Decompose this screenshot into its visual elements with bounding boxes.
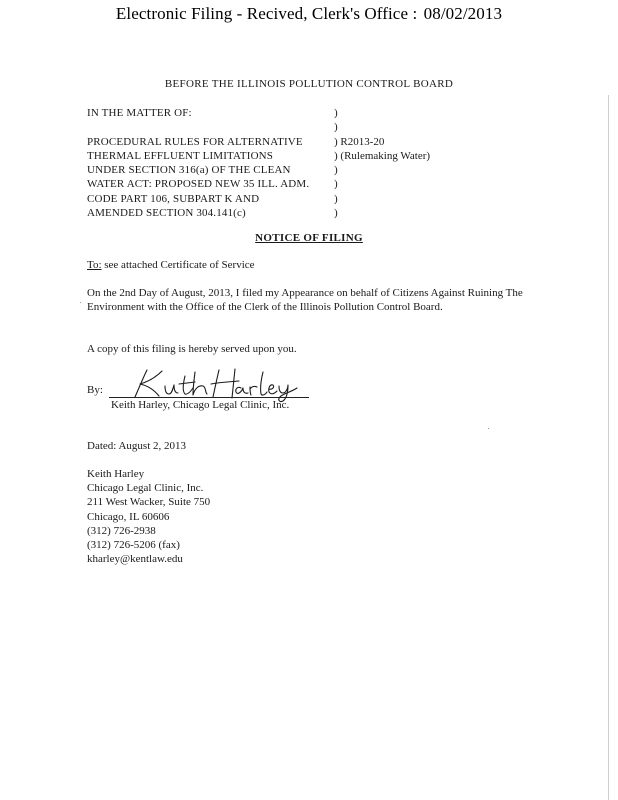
caption-row xyxy=(87,163,430,177)
to-line xyxy=(87,258,255,272)
to-text: see attached Certificate of Service xyxy=(101,259,255,271)
dated-line: Dated: August 2, 2013 xyxy=(87,440,186,452)
contact-organization: Chicago Legal Clinic, Inc. xyxy=(87,482,204,495)
filing-paragraph: On the 2nd Day of August, 2013, I filed my Appearance on behalf of Citizens Against Ruining The Environment with the Office of the Clerk of the Illinois Pollution Control Board. xyxy=(87,287,523,314)
caption-left xyxy=(87,120,330,134)
service-line: A copy of this filing is hereby served upon you. xyxy=(87,343,297,355)
caption-right: ) xyxy=(334,164,338,177)
caption-row xyxy=(87,206,430,220)
caption-row xyxy=(87,177,430,191)
caption-right: ) xyxy=(334,207,338,220)
caption-left: CODE PART 106, SUBPART K AND xyxy=(87,192,260,205)
to-label: To: xyxy=(87,259,102,271)
scan-artifact xyxy=(80,302,81,303)
caption-row xyxy=(87,135,430,149)
case-caption xyxy=(87,106,430,220)
signer-name: Keith Harley, Chicago Legal Clinic, Inc. xyxy=(111,399,290,411)
contact-fax: (312) 726-5206 (fax) xyxy=(87,539,180,552)
contact-phone: (312) 726-2938 xyxy=(87,524,156,537)
caption-right: ) R2013-20 xyxy=(334,135,385,148)
scan-edge-line xyxy=(608,95,609,800)
caption-row xyxy=(87,192,430,206)
caption-left: WATER ACT: PROPOSED NEW 35 ILL. ADM. xyxy=(87,178,310,191)
signature-block xyxy=(87,368,387,416)
by-label: By: xyxy=(87,384,103,396)
board-heading: BEFORE THE ILLINOIS POLLUTION CONTROL BOARD xyxy=(164,78,454,90)
filing-stamp-label: Electronic Filing - Recived, Clerk's Office : xyxy=(115,4,418,23)
caption-left: PROCEDURAL RULES FOR ALTERNATIVE xyxy=(87,135,303,148)
contact-name: Keith Harley xyxy=(87,468,145,480)
caption-row xyxy=(87,106,430,120)
contact-email: kharley@kentlaw.edu xyxy=(87,553,183,566)
notice-title: NOTICE OF FILING xyxy=(255,232,363,244)
caption-left: AMENDED SECTION 304.141(c) xyxy=(87,207,246,220)
caption-row xyxy=(87,120,430,134)
caption-left: IN THE MATTER OF: xyxy=(87,107,192,119)
caption-right: ) xyxy=(334,121,338,134)
signature-line xyxy=(109,397,309,398)
handwritten-signature xyxy=(107,364,317,404)
caption-right: ) xyxy=(334,107,338,119)
scan-artifact xyxy=(488,428,489,429)
filing-stamp-date: 08/02/2013 xyxy=(423,4,503,23)
caption-left: UNDER SECTION 316(a) OF THE CLEAN xyxy=(87,164,291,177)
contact-city: Chicago, IL 60606 xyxy=(87,510,170,523)
filing-stamp xyxy=(0,4,618,24)
caption-right: ) (Rulemaking Water) xyxy=(334,149,431,162)
caption-row xyxy=(87,149,430,163)
caption-right: ) xyxy=(334,178,338,191)
caption-right: ) xyxy=(334,192,338,205)
contact-block xyxy=(87,467,210,566)
caption-left: THERMAL EFFLUENT LIMITATIONS xyxy=(87,149,274,162)
contact-street: 211 West Wacker, Suite 750 xyxy=(87,496,211,509)
